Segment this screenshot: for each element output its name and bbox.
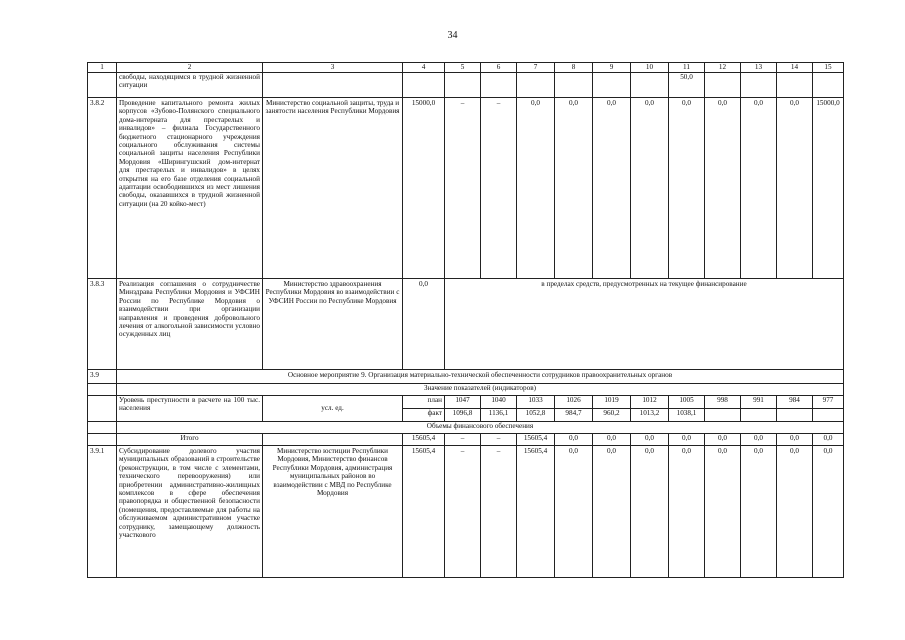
cell-value: – <box>481 446 517 578</box>
col-number: 7 <box>517 63 555 73</box>
row-number: 3.8.2 <box>88 98 117 279</box>
row-description: Реализация соглашения о сотрудничестве Минздрава Республики Мордовия и УФСИН России по Республике Мордовия о взаимодействии при организации направления и проведения добровольного лечения от алкогольной зависимости условно осужденных лиц <box>117 279 263 370</box>
cell-value: 0,0 <box>777 434 813 446</box>
cell-value: 15000,0 <box>813 98 844 279</box>
row-executor: Министерство здравоохранения Республики Мордовия во взаимодействии с УФСИН России по Республике Мордовия <box>263 279 403 370</box>
indicators-header-row <box>88 384 844 396</box>
col-number: 9 <box>593 63 631 73</box>
cell-value: – <box>481 98 517 279</box>
indicator-unit: усл. ед. <box>263 396 403 422</box>
financing-note: в пределах средств, предусмотренных на текущее финансирование <box>445 279 844 370</box>
cell-value: – <box>481 434 517 446</box>
continuation-text: свободы, находящимся в трудной жизненной ситуации <box>117 73 263 98</box>
table-row-3-9 <box>88 370 844 384</box>
plan-value: 1040 <box>481 396 517 409</box>
financing-header-row <box>88 422 844 434</box>
col-number: 11 <box>669 63 705 73</box>
cell-value: 0,0 <box>705 98 741 279</box>
cell-value: 0,0 <box>813 446 844 578</box>
col-number: 1 <box>88 63 117 73</box>
row-executor: Министерство социальной защиты, труда и занятости населения Республики Мордовия <box>263 98 403 279</box>
plan-value: 984 <box>777 396 813 409</box>
indicator-plan-row <box>88 396 844 409</box>
cell-value: 0,0 <box>555 434 593 446</box>
section-title: Основное мероприятие 9. Организация материально-технической обеспеченности сотрудников правоохранительных органов <box>117 370 844 384</box>
plan-label: план <box>403 396 445 409</box>
col-number: 3 <box>263 63 403 73</box>
cell-value: 0,0 <box>555 446 593 578</box>
cell-value: 0,0 <box>669 434 705 446</box>
col-number: 6 <box>481 63 517 73</box>
plan-value: 1012 <box>631 396 669 409</box>
fact-value: 1038,1 <box>669 409 705 422</box>
col-number: 4 <box>403 63 445 73</box>
cell-value: – <box>445 446 481 578</box>
program-table <box>87 62 844 578</box>
cell-value: 15605,4 <box>403 446 445 578</box>
itogo-label: Итого <box>117 434 263 446</box>
cell-value: 0,0 <box>555 98 593 279</box>
cell-value: – <box>445 434 481 446</box>
cell-value: 0,0 <box>669 446 705 578</box>
indicators-header: Значение показателей (индикаторов) <box>117 384 844 396</box>
cell-value: 0,0 <box>669 98 705 279</box>
row-number: 3.8.3 <box>88 279 117 370</box>
cell-value: 0,0 <box>777 98 813 279</box>
cell-value: 0,0 <box>813 434 844 446</box>
plan-value: 1026 <box>555 396 593 409</box>
cell-value: 0,0 <box>593 446 631 578</box>
table-row-3-8-3 <box>88 279 844 370</box>
cell-value: 0,0 <box>741 98 777 279</box>
cell-value: – <box>445 98 481 279</box>
fact-label: факт <box>403 409 445 422</box>
col-number: 8 <box>555 63 593 73</box>
row-description: Проведение капитального ремонта жилых корпусов «Зубово-Полянского специального дома-интерната для престарелых и инвалидов» – филиала Государственного бюджетного стационарного учреждения социального обслуживания системы социальной защиты населения Республики Мордовия «Ширингушский дом-интернат для престарелых и инвалидов» в целях открытия на его базе отделения социальной адаптации освободившихся из мест лишения свободы, оказавшихся в трудной жизненной ситуации (на 20 койко-мест) <box>117 98 263 279</box>
fact-value: 1052,8 <box>517 409 555 422</box>
cell-value: 0,0 <box>403 279 445 370</box>
cell-value: 0,0 <box>741 434 777 446</box>
fact-value: 1096,8 <box>445 409 481 422</box>
cell-value: 0,0 <box>593 98 631 279</box>
cell-value: 0,0 <box>777 446 813 578</box>
cell-value: 0,0 <box>631 446 669 578</box>
cell-value: 0,0 <box>741 446 777 578</box>
row-number: 3.9.1 <box>88 446 117 578</box>
fact-value: 984,7 <box>555 409 593 422</box>
continuation-row <box>88 73 844 98</box>
plan-value: 1019 <box>593 396 631 409</box>
col-number: 14 <box>777 63 813 73</box>
cell-value: 0,0 <box>631 434 669 446</box>
table-row-3-9-1 <box>88 446 844 578</box>
cell-value: 0,0 <box>517 98 555 279</box>
cell-value: 0,0 <box>593 434 631 446</box>
col-number: 13 <box>741 63 777 73</box>
cell-value: 15605,4 <box>403 434 445 446</box>
table-row-itogo <box>88 434 844 446</box>
plan-value: 1033 <box>517 396 555 409</box>
col-number: 10 <box>631 63 669 73</box>
cell-value: 15605,4 <box>517 434 555 446</box>
fact-value: 1136,1 <box>481 409 517 422</box>
cell-value: 0,0 <box>705 446 741 578</box>
cell-value: 50,0 <box>669 73 705 98</box>
cell-value: 0,0 <box>631 98 669 279</box>
cell-value: 0,0 <box>705 434 741 446</box>
row-executor: Министерство юстиции Республики Мордовия, Министерство финансов Республики Мордовия, администрация муниципальных районов во взаимодействии с МВД по Республике Мордовия <box>263 446 403 578</box>
cell-value: 15605,4 <box>517 446 555 578</box>
col-number: 15 <box>813 63 844 73</box>
plan-value: 1047 <box>445 396 481 409</box>
row-number: 3.9 <box>88 370 117 384</box>
column-number-row <box>88 63 844 73</box>
plan-value: 991 <box>741 396 777 409</box>
col-number: 2 <box>117 63 263 73</box>
table-row-3-8-2 <box>88 98 844 279</box>
page-number: 34 <box>447 30 458 41</box>
fact-value: 960,2 <box>593 409 631 422</box>
cell-value: 15000,0 <box>403 98 445 279</box>
plan-value: 977 <box>813 396 844 409</box>
row-description: Субсидирование долевого участия муниципальных образований в строительстве (реконструкции, в том числе с элементами, технического перевооружения) или приобретении административно-жилищных комплексов в сфере обеспечения правопорядка и общественной безопасности (помещения, предоставляемые для работы на обслуживаемом административном участке сотруднику, замещающему должность участкового <box>117 446 263 578</box>
financing-header: Объемы финансового обеспечения <box>117 422 844 434</box>
col-number: 12 <box>705 63 741 73</box>
indicator-name: Уровень преступности в расчете на 100 тыс. населения <box>117 396 263 422</box>
col-number: 5 <box>445 63 481 73</box>
fact-value: 1013,2 <box>631 409 669 422</box>
plan-value: 998 <box>705 396 741 409</box>
plan-value: 1005 <box>669 396 705 409</box>
